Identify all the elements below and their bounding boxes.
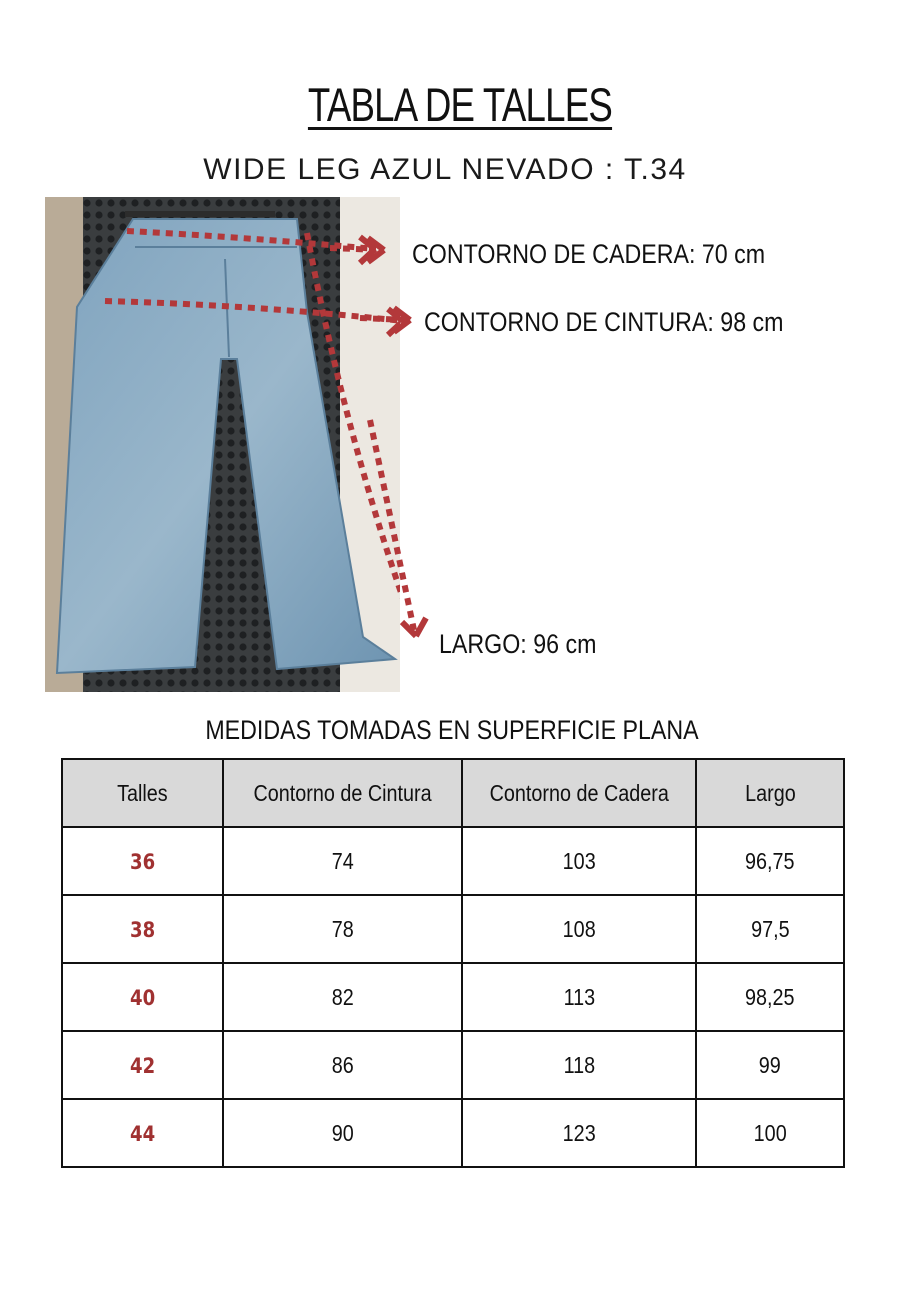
table-row xyxy=(62,1099,844,1167)
waist-cell: 86 xyxy=(223,1031,462,1099)
length-cell: 96,75 xyxy=(696,827,844,895)
hip-cell: 113 xyxy=(462,963,696,1031)
header-cadera: Contorno de Cadera xyxy=(462,759,696,827)
table-row xyxy=(62,963,844,1031)
hip-cell: 118 xyxy=(462,1031,696,1099)
size-cell: 42 xyxy=(62,1031,223,1099)
table-row xyxy=(62,1031,844,1099)
waist-cell: 74 xyxy=(223,827,462,895)
length-cell: 98,25 xyxy=(696,963,844,1031)
hip-measurement: CONTORNO DE CADERA: 70 cm xyxy=(412,239,766,269)
header-largo: Largo xyxy=(696,759,844,827)
size-table xyxy=(61,758,845,1168)
header-cintura: Contorno de Cintura xyxy=(223,759,462,827)
size-cell: 36 xyxy=(62,827,223,895)
waist-cell: 82 xyxy=(223,963,462,1031)
waist-cell: 78 xyxy=(223,895,462,963)
length-cell: 100 xyxy=(696,1099,844,1167)
measurement-note: MEDIDAS TOMADAS EN SUPERFICIE PLANA xyxy=(205,715,699,745)
hip-cell: 103 xyxy=(462,827,696,895)
table-row xyxy=(62,827,844,895)
hip-cell: 108 xyxy=(462,895,696,963)
waist-measurement: CONTORNO DE CINTURA: 98 cm xyxy=(424,307,784,337)
waist-cell: 90 xyxy=(223,1099,462,1167)
hip-cell: 123 xyxy=(462,1099,696,1167)
arrow-overlay xyxy=(330,230,440,650)
product-subtitle: WIDE LEG AZUL NEVADO : T.34 xyxy=(203,153,687,186)
length-measurement: LARGO: 96 cm xyxy=(439,629,597,659)
size-cell: 40 xyxy=(62,963,223,1031)
size-cell: 38 xyxy=(62,895,223,963)
table-header-row xyxy=(62,759,844,827)
length-cell: 97,5 xyxy=(696,895,844,963)
length-cell: 99 xyxy=(696,1031,844,1099)
size-cell: 44 xyxy=(62,1099,223,1167)
table-row xyxy=(62,895,844,963)
header-talles: Talles xyxy=(62,759,223,827)
page-title: TABLA DE TALLES xyxy=(307,78,613,131)
